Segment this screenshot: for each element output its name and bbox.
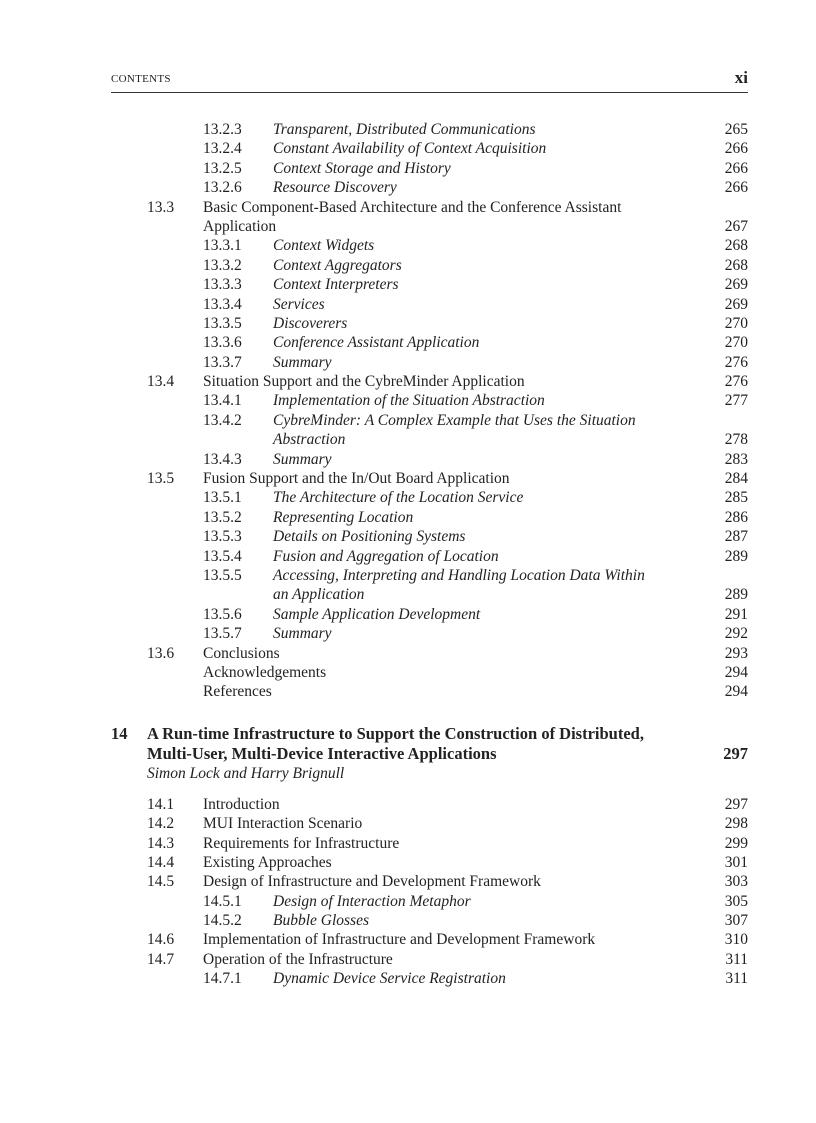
- toc-entry-number: 14.1: [147, 795, 175, 813]
- toc-entry-number: 13.4.1: [203, 392, 242, 410]
- toc-entry-title: Transparent, Distributed Communications: [273, 121, 536, 138]
- chapter-heading: [111, 724, 748, 764]
- toc-entry-title: Services: [273, 295, 325, 313]
- toc-entry: [111, 892, 748, 911]
- toc-entry-number: 13.5.3: [203, 528, 242, 546]
- toc-entry-number: 14.7: [147, 950, 175, 968]
- toc-entry-title: Requirements for Infrastructure: [203, 834, 400, 852]
- toc-entry-number: 14.7.1: [203, 970, 242, 988]
- toc-entry-page: 266: [724, 179, 748, 197]
- toc-entry-title: an Application: [273, 586, 365, 604]
- toc-entry-title: Sample Application Development: [273, 605, 481, 623]
- toc-entry-page: 307: [724, 912, 748, 930]
- toc-entry: [111, 469, 748, 488]
- toc-entry-title: Context Aggregators: [273, 256, 402, 274]
- chapter-number: 14: [111, 723, 128, 743]
- toc-entry: [111, 314, 748, 333]
- table-of-contents: [111, 120, 748, 989]
- toc-entry: [111, 872, 748, 891]
- toc-entry-title: Constant Availability of Context Acquisition: [273, 140, 547, 158]
- chapter-page: 297: [723, 743, 748, 763]
- toc-entry-title: Implementation of Infrastructure and Development Framework: [203, 931, 596, 949]
- toc-entry-number: 14.5.2: [203, 912, 242, 930]
- toc-entry-number: 13.4: [147, 373, 175, 391]
- toc-entry: [111, 911, 748, 930]
- toc-entry-number: 13.3.4: [203, 295, 242, 313]
- toc-entry-page: 286: [724, 508, 748, 526]
- toc-entry: [111, 566, 748, 585]
- toc-entry-title: Context Storage and History: [273, 159, 451, 177]
- toc-entry-number: 14.4: [147, 853, 175, 871]
- toc-entry-page: 277: [724, 392, 748, 410]
- toc-entry-number: 13.5.4: [203, 547, 242, 565]
- toc-entry: [111, 930, 748, 949]
- toc-entry-page: 278: [724, 431, 748, 449]
- toc-entry-number: 13.3.3: [203, 276, 242, 294]
- toc-entry-page: 285: [724, 489, 748, 507]
- toc-entry-number: 13.3.6: [203, 334, 242, 352]
- toc-entry-page: 267: [724, 217, 748, 235]
- toc-entry-page: 289: [724, 547, 748, 565]
- toc-entry-page: 266: [724, 140, 748, 158]
- toc-entry-page: 270: [724, 314, 748, 332]
- toc-entry-number: 13.2.5: [203, 159, 242, 177]
- toc-entry-number: 13.5: [147, 470, 175, 488]
- toc-entry-title: References: [203, 683, 272, 701]
- toc-entry-page: 294: [724, 683, 748, 701]
- toc-entry-page: 268: [724, 237, 748, 255]
- toc-entry-page: 276: [724, 373, 748, 391]
- toc-entry-number: 13.5.6: [203, 605, 242, 623]
- chapter-authors: Simon Lock and Harry Brignull: [147, 764, 345, 782]
- toc-entry: [111, 411, 748, 430]
- toc-entry-number: 13.6: [147, 644, 175, 662]
- toc-entry-page: 305: [724, 892, 748, 910]
- toc-entry-title: Existing Approaches: [203, 853, 332, 871]
- toc-entry-title: Implementation of the Situation Abstraction: [273, 392, 545, 410]
- toc-entry-number: 13.2.3: [203, 121, 242, 138]
- toc-entry-page: 298: [724, 815, 748, 833]
- toc-section-14: [111, 795, 748, 989]
- toc-entry-page: 284: [724, 470, 748, 488]
- toc-entry-title: Representing Location: [273, 508, 414, 526]
- toc-entry-title: Resource Discovery: [273, 179, 397, 197]
- toc-entry: [111, 450, 748, 469]
- toc-entry-number: 13.4.2: [203, 411, 242, 429]
- toc-entry-title: Design of Infrastructure and Development Framework: [203, 873, 541, 891]
- toc-entry-title: Details on Positioning Systems: [273, 528, 466, 546]
- toc-entry-number: 13.3.7: [203, 353, 242, 371]
- toc-entry-title: Conference Assistant Application: [273, 334, 480, 352]
- toc-entry-page: 310: [724, 931, 748, 949]
- toc-entry-number: 13.3.5: [203, 314, 242, 332]
- page-number: xi: [734, 68, 748, 87]
- toc-entry: [111, 236, 748, 255]
- toc-entry: [111, 178, 748, 197]
- toc-entry: [111, 682, 748, 701]
- toc-entry-page: 289: [724, 586, 748, 604]
- toc-entry-number: 14.5.1: [203, 892, 242, 910]
- toc-entry-title: Accessing, Interpreting and Handling Location Data Within: [273, 566, 645, 584]
- toc-entry-page: 292: [724, 625, 748, 643]
- toc-entry-number: 13.3.1: [203, 237, 242, 255]
- toc-entry-number: 13.2.6: [203, 179, 242, 197]
- toc-entry-title: Fusion Support and the In/Out Board Application: [203, 470, 510, 488]
- toc-entry: [111, 605, 748, 624]
- toc-entry-number: 14.3: [147, 834, 175, 852]
- toc-entry-title: Discoverers: [273, 314, 348, 332]
- toc-entry-page: 276: [724, 353, 748, 371]
- toc-entry-title: Acknowledgements: [203, 663, 327, 681]
- toc-entry-number: 14.6: [147, 931, 175, 949]
- toc-entry-title: MUI Interaction Scenario: [203, 815, 363, 833]
- toc-entry-title: Conclusions: [203, 644, 280, 662]
- toc-entry-title: The Architecture of the Location Service: [273, 489, 524, 507]
- toc-entry-title: Bubble Glosses: [273, 912, 370, 930]
- toc-entry-title: Situation Support and the CybreMinder Application: [203, 373, 525, 391]
- toc-entry: [111, 120, 748, 139]
- toc-section-13: [111, 120, 748, 702]
- toc-entry: [111, 547, 748, 566]
- toc-entry: [111, 372, 748, 391]
- toc-entry: [111, 217, 748, 236]
- toc-entry: [111, 795, 748, 814]
- toc-entry-page: 287: [724, 528, 748, 546]
- toc-entry-title: Operation of the Infrastructure: [203, 950, 393, 968]
- toc-entry: [111, 159, 748, 178]
- toc-entry: [111, 488, 748, 507]
- toc-entry-page: 265: [724, 121, 748, 138]
- toc-entry-page: 293: [724, 644, 748, 662]
- toc-entry: [111, 430, 748, 449]
- toc-entry-number: 13.2.4: [203, 140, 242, 158]
- toc-entry-number: 13.5.5: [203, 566, 242, 584]
- toc-entry-number: 13.5.7: [203, 625, 242, 643]
- toc-entry-page: 299: [724, 834, 748, 852]
- toc-entry-page: 268: [724, 256, 748, 274]
- toc-entry-title: Introduction: [203, 795, 280, 813]
- toc-entry-number: 13.3.2: [203, 256, 242, 274]
- toc-entry-page: 294: [724, 663, 748, 681]
- toc-entry: [111, 295, 748, 314]
- toc-entry-title: Design of Interaction Metaphor: [273, 892, 471, 910]
- toc-entry: [111, 527, 748, 546]
- toc-entry-page: 269: [724, 276, 748, 294]
- toc-entry-title: Application: [203, 217, 277, 235]
- toc-entry: [111, 585, 748, 604]
- toc-entry-page: 291: [724, 605, 748, 623]
- toc-entry-page: 311: [725, 950, 748, 968]
- toc-entry: [111, 391, 748, 410]
- toc-entry-page: 269: [724, 295, 748, 313]
- toc-entry: [111, 834, 748, 853]
- toc-entry: [111, 969, 748, 988]
- toc-entry: [111, 139, 748, 158]
- toc-entry-title: Context Interpreters: [273, 276, 399, 294]
- toc-entry-number: 13.3: [147, 198, 175, 216]
- toc-entry-page: 311: [725, 970, 748, 988]
- toc-entry: [111, 508, 748, 527]
- toc-entry-number: 13.4.3: [203, 450, 242, 468]
- toc-entry-page: 297: [724, 795, 748, 813]
- toc-entry-page: 270: [724, 334, 748, 352]
- toc-entry: [111, 624, 748, 643]
- toc-entry-number: 14.2: [147, 815, 175, 833]
- toc-entry-page: 301: [724, 853, 748, 871]
- chapter-title-line-2: Multi-User, Multi-Device Interactive Applications: [147, 743, 497, 763]
- toc-entry-title: Context Widgets: [273, 237, 375, 255]
- toc-entry: [111, 333, 748, 352]
- toc-entry: [111, 198, 748, 217]
- toc-entry-title: Abstraction: [273, 431, 346, 449]
- toc-entry: [111, 950, 748, 969]
- toc-entry: [111, 814, 748, 833]
- toc-entry-number: 14.5: [147, 873, 175, 891]
- toc-entry-title: Dynamic Device Service Registration: [273, 970, 506, 988]
- toc-entry-title: Summary: [273, 353, 332, 371]
- toc-entry-title: CybreMinder: A Complex Example that Uses the Situation: [273, 411, 636, 429]
- toc-entry-page: 303: [724, 873, 748, 891]
- toc-entry: [111, 353, 748, 372]
- toc-entry-page: 283: [724, 450, 748, 468]
- toc-entry-title: Summary: [273, 450, 332, 468]
- running-head: CONTENTS: [111, 73, 171, 85]
- toc-entry: [111, 663, 748, 682]
- toc-entry: [111, 853, 748, 872]
- toc-entry-title: Basic Component-Based Architecture and the Conference Assistant: [203, 198, 622, 216]
- running-header: [111, 70, 748, 93]
- toc-entry: [111, 644, 748, 663]
- toc-entry-title: Fusion and Aggregation of Location: [273, 547, 499, 565]
- chapter-title-line-1: A Run-time Infrastructure to Support the Construction of Distributed,: [147, 723, 644, 743]
- toc-entry: [111, 275, 748, 294]
- toc-entry-page: 266: [724, 159, 748, 177]
- toc-entry: [111, 256, 748, 275]
- toc-entry-number: 13.5.2: [203, 508, 242, 526]
- toc-entry-title: Summary: [273, 625, 332, 643]
- toc-entry-number: 13.5.1: [203, 489, 242, 507]
